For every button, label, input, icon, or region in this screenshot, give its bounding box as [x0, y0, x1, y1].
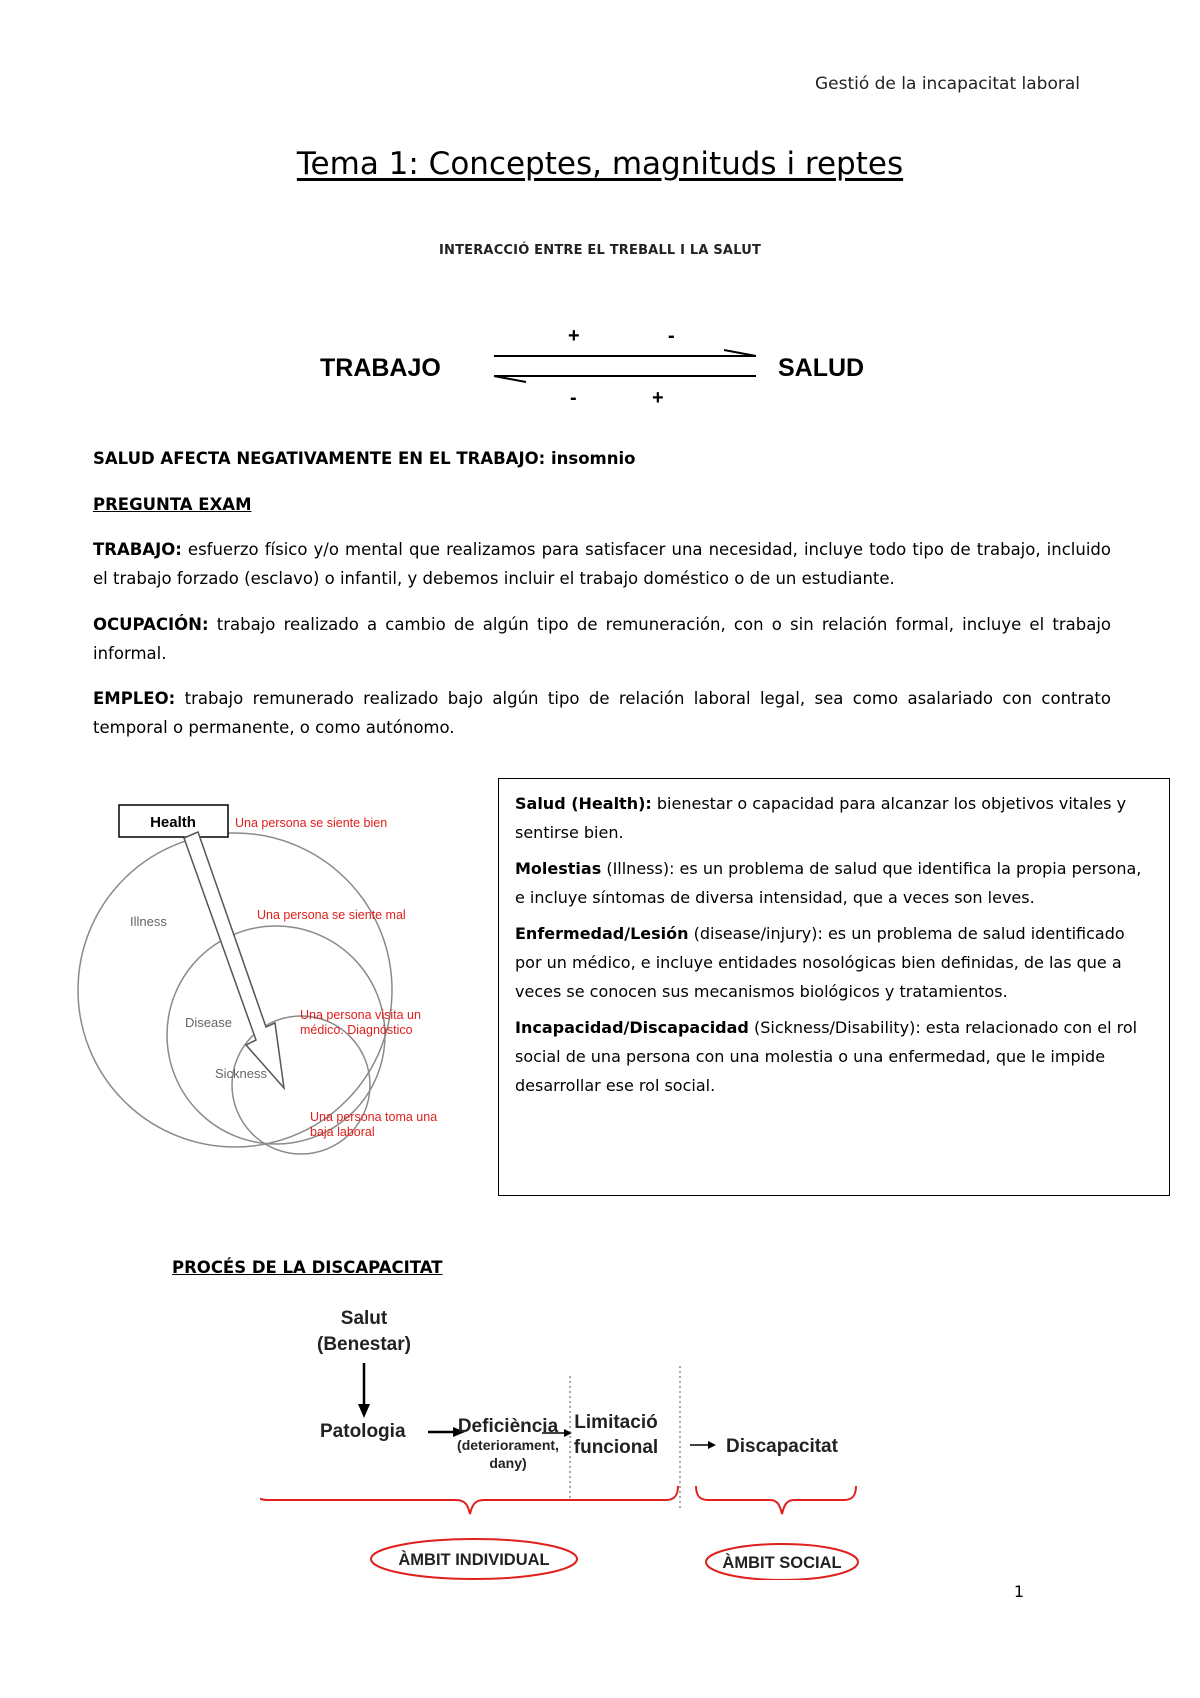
trabajo-term: TRABAJO:: [93, 540, 182, 559]
arrow-salut-patologia-head: [358, 1404, 370, 1418]
disability-process-diagram: [260, 1300, 940, 1580]
note-health: Una persona se siente bien: [235, 816, 388, 830]
health-box-label: Health: [150, 814, 196, 831]
interaction-heading: INTERACCIÓ ENTRE EL TREBALL I LA SALUT: [438, 243, 762, 258]
ambit-social-label: ÀMBIT SOCIAL: [722, 1554, 842, 1572]
trabajo-paragraph: [93, 535, 1111, 593]
definition-health: [515, 789, 1153, 847]
benestar-label: (Benestar): [317, 1334, 411, 1355]
deficiencia-label: Deficiència: [457, 1416, 559, 1437]
note-sickness-1: Una persona toma una: [310, 1110, 438, 1124]
salut-label: Salut: [340, 1308, 388, 1329]
definition-text: (Sickness/Disability): esta relacionado con el rol social de una persona con una molestia o una enfermedad, que le impide desarrollar ese rol social.: [515, 1018, 1138, 1095]
ocupacion-term: OCUPACIÓN:: [93, 615, 209, 634]
patologia-label: Patologia: [320, 1421, 406, 1442]
note-disease-2: médico. Diagnóstico: [300, 1023, 413, 1037]
ocupacion-paragraph: [93, 610, 1111, 668]
trabajo-salud-diagram: [300, 318, 900, 408]
note-disease-1: Una persona visita un: [300, 1008, 421, 1022]
sign-bottom-minus: -: [570, 387, 577, 408]
page-number: 1: [1013, 1582, 1024, 1601]
salud-afecta-text: insomnio: [545, 449, 636, 468]
note-sickness-2: baja laboral: [310, 1125, 375, 1139]
running-header: Gestió de la incapacitat laboral: [814, 74, 1080, 94]
definition-term: Molestias: [515, 859, 602, 878]
definitions-box: [498, 778, 1170, 1196]
sickness-label: Sickness: [215, 1066, 268, 1081]
deficiencia-sub-2: dany): [489, 1455, 527, 1471]
definition-disease: [515, 919, 1153, 1006]
empleo-term: EMPLEO:: [93, 689, 176, 708]
illness-circle: [78, 833, 392, 1147]
bracket-individual: [260, 1486, 678, 1514]
health-circles-diagram: [48, 790, 488, 1190]
definition-term: Incapacidad/Discapacidad: [515, 1018, 749, 1037]
sign-top-minus: -: [668, 325, 675, 347]
arrow-deficiencia-limitacio-head: [564, 1429, 572, 1437]
definition-text: (Illness): es un problema de salud que identifica la propia persona, e incluye síntomas de diversa intensidad, que a veces son leves.: [515, 859, 1142, 907]
sign-bottom-plus: +: [652, 387, 664, 408]
trabajo-text: esfuerzo físico y/o mental que realizamos para satisfacer una necesidad, incluye todo tipo de trabajo, incluido el trabajo forzado (esclavo) o infantil, y debemos incluir el trabajo doméstico o de un estudiante.: [93, 540, 1111, 588]
page-title: Tema 1: Conceptes, magnituds i reptes: [296, 146, 904, 182]
sign-top-plus: +: [568, 325, 580, 347]
definition-illness: [515, 854, 1153, 912]
deficiencia-sub-1: (deteriorament,: [457, 1437, 559, 1453]
definition-sickness: [515, 1013, 1153, 1100]
pregunta-exam: PREGUNTA EXAM: [93, 495, 252, 514]
disease-label: Disease: [185, 1015, 232, 1030]
salud-label: SALUD: [778, 354, 865, 382]
process-heading: PROCÉS DE LA DISCAPACITAT: [172, 1258, 443, 1277]
empleo-text: trabajo remunerado realizado bajo algún tipo de relación laboral legal, sea como asalariado con contrato temporal o permanente, o como autónomo.: [93, 689, 1111, 737]
illness-label: Illness: [130, 914, 167, 929]
arrow-limitacio-discapacitat-head: [708, 1441, 716, 1449]
discapacitat-label: Discapacitat: [726, 1436, 838, 1457]
bracket-social: [696, 1486, 856, 1514]
progression-arrow: [184, 832, 284, 1088]
definition-term: Enfermedad/Lesión: [515, 924, 689, 943]
empleo-paragraph: [93, 684, 1111, 742]
definition-term: Salud (Health):: [515, 794, 652, 813]
ocupacion-text: trabajo realizado a cambio de algún tipo de remuneración, con o sin relación formal, incluye el trabajo informal.: [93, 615, 1111, 663]
salud-afecta-label: SALUD AFECTA NEGATIVAMENTE EN EL TRABAJO:: [93, 449, 546, 468]
salud-afecta-paragraph: [93, 444, 1111, 473]
note-illness: Una persona se siente mal: [257, 908, 406, 922]
trabajo-label: TRABAJO: [320, 354, 441, 382]
funcional-label: funcional: [573, 1437, 659, 1458]
ambit-individual-label: ÀMBIT INDIVIDUAL: [398, 1551, 550, 1569]
limitacio-label: Limitació: [574, 1412, 658, 1433]
definition-text: bienestar o capacidad para alcanzar los objetivos vitales y sentirse bien.: [515, 794, 1127, 842]
definition-text: (disease/injury): es un problema de salud identificado por un médico, e incluye entidades nosológicas bien definidas, de las que a veces se conocen sus mecanismos biológicos y tratamientos.: [515, 924, 1125, 1001]
